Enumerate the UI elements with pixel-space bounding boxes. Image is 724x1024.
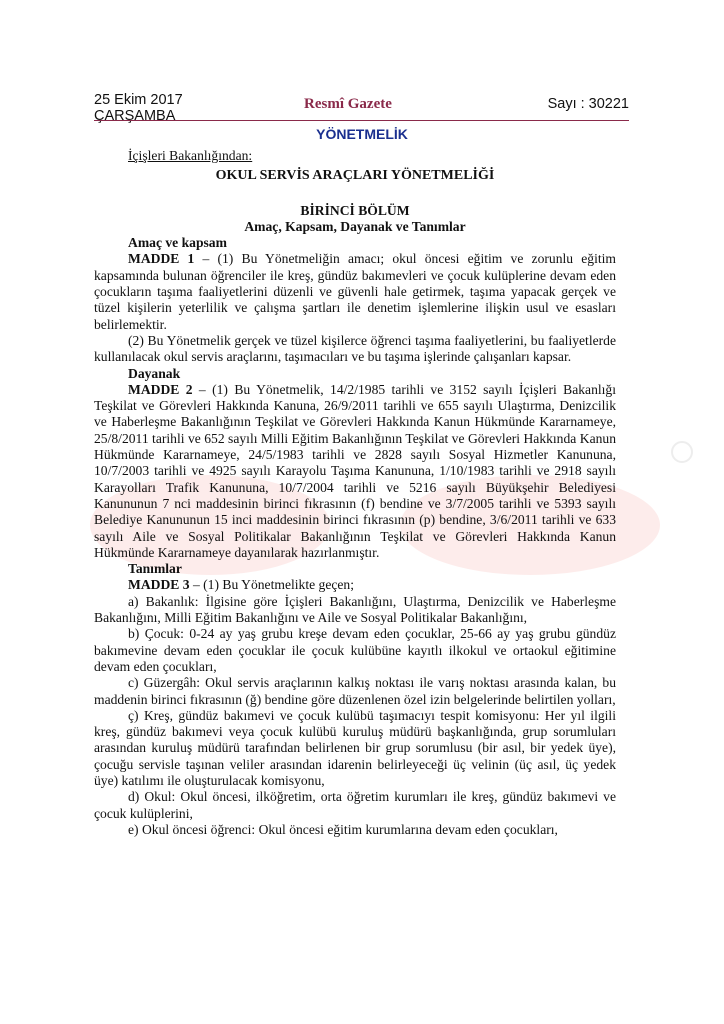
document-body: [94, 148, 616, 838]
section-title: YÖNETMELİK: [316, 126, 408, 142]
issue-number: Sayı : 30221: [547, 96, 629, 112]
issue-date-day: 25 Ekim 2017: [94, 92, 183, 108]
madde-1-paragraph-2: (2) Bu Yönetmelik gerçek ve tüzel kişilerce öğrenci taşıma faaliyetlerini, bu faaliyetlerde kullanılacak okul servis araçlarını, taşımacıları ve bu taşıma işlerinde çalışanları kapsar.: [94, 332, 616, 365]
definition-c: c) Güzergâh: Okul servis araçlarının kalkış noktası ile varış noktası arasında kalan, bu maddenin birinci fıkrasının (ğ) bendine göre düzenlenen özel izin belgelerinde belirtilen yolları,: [94, 675, 616, 707]
madde-1-paragraph-1: [94, 251, 616, 332]
issue-date-weekday: ÇARŞAMBA: [94, 108, 176, 124]
heading-tanimlar: Tanımlar: [128, 561, 182, 577]
gazette-name: Resmî Gazete: [304, 96, 392, 112]
madde-1-text: – (1) Bu Yönetmeliğin amacı; okul öncesi eğitim ve zorunlu eğitim kapsamında bulunan öğrenciler ile kreş, gündüz bakımevleri ve çocuk kulüplerine devam eden çocukların taşıma faaliyetlerini düzenli ve güvenli hale getirmek, taşıma yapacak gerçek ve tüzel kişilerin yeterlilik ve çalışma şartları ile denetim işlemlerine ilişkin usul ve esasları belirlemektir.: [94, 251, 616, 332]
definition-cc: ç) Kreş, gündüz bakımevi ve çocuk kulübü taşımacıyı tespit komisyonu: Her yıl ilgili kreş, gündüz bakımevi veya çocuk kulübü kuruluş müdürü başkanlığında, grup sorumluları arasından kuruluş müdürü tarafından belirlenen bir grup sorumlusu (bir asıl, bir yedek üye), çocuğu servisle taşınan veliler arasından idarenin belirleyeceği üç velinin (üç asıl, üç yedek üye) katılımı ile oluşturulacak komisyonu,: [94, 707, 616, 788]
madde-2-text: – (1) Bu Yönetmelik, 14/2/1985 tarihli ve 3152 sayılı İçişleri Bakanlığı Teşkilat ve Görevleri Hakkında Kanuna, 26/9/2011 tarihli ve 655 sayılı Ulaştırma, Denizcilik ve Haberleşme Bakanlığının Teşkilat ve Görevleri Hakkında Kanun Hükmünde Kararnameye, 25/8/2011 tarihli ve 652 sayılı Milli Eğitim Bakanlığının Teşkilat ve Görevleri Hakkında Kanun Hükmünde Kararnameye, 24/5/1983 tarihli ve 2828 sayılı Sosyal Hizmetler Kanununa, 10/7/2003 tarihli ve 4925 sayılı Karayolu Taşıma Kanununa, 1/10/1983 tarihli ve 2918 sayılı Karayolları Trafik Kanununa, 10/7/2004 tarihli ve 5216 sayılı Büyükşehir Belediyesi Kanununun 7 nci maddesinin birinci fıkrasının (f) bendine ve 3/7/2005 tarihli ve 5393 sayılı Belediye Kanununun 15 inci maddesinin birinci fıkrasının (p) bendine, 3/6/2011 tarihli ve 633 sayılı Aile ve Sosyal Politikalar Bakanlığının Teşkilat ve Görevleri Hakkında Kanun Hükmünde Kararnameye dayanılarak hazırlanmıştır.: [94, 381, 616, 560]
part-title: BİRİNCİ BÖLÜM: [300, 202, 410, 218]
heading-amac: Amaç ve kapsam: [128, 235, 227, 251]
part-subtitle: Amaç, Kapsam, Dayanak ve Tanımlar: [244, 218, 466, 234]
gazette-header: [94, 92, 629, 122]
issuing-ministry: İçişleri Bakanlığından:: [128, 148, 253, 163]
definition-a: a) Bakanlık: İlgisine göre İçişleri Bakanlığını, Ulaştırma, Denizcilik ve Haberleşme Bakanlığını, Milli Eğitim Bakanlığını ve Aile ve Sosyal Politikalar Bakanlığını,: [94, 593, 616, 626]
madde-3-text: – (1) Bu Yönetmelikte geçen;: [189, 577, 355, 593]
madde-3-paragraph-1: [94, 577, 616, 593]
definition-b: b) Çocuk: 0-24 ay yaş grubu kreşe devam eden çocuklar, 25-66 ay yaş grubu gündüz bakımevine devam eden çocuklar ile çocuk kulübüne kayıtlı ilkokul ve ortaokul eğitimine devam eden çocukları,: [94, 626, 616, 674]
madde-2-label: MADDE 2: [128, 381, 193, 397]
definition-e: e) Okul öncesi öğrenci: Okul öncesi eğitim kurumlarına devam eden çocukları,: [128, 821, 558, 837]
header-divider: [94, 120, 629, 121]
heading-dayanak: Dayanak: [128, 365, 181, 381]
madde-3-label: MADDE 3: [128, 577, 190, 593]
madde-2-paragraph-1: [94, 382, 616, 561]
madde-1-label: MADDE 1: [128, 251, 195, 267]
regulation-title: OKUL SERVİS ARAÇLARI YÖNETMELİĞİ: [215, 168, 495, 184]
definition-d: d) Okul: Okul öncesi, ilköğretim, orta öğretim kurumları ile kreş, gündüz bakımevi ve çocuk kulüplerini,: [94, 789, 616, 821]
